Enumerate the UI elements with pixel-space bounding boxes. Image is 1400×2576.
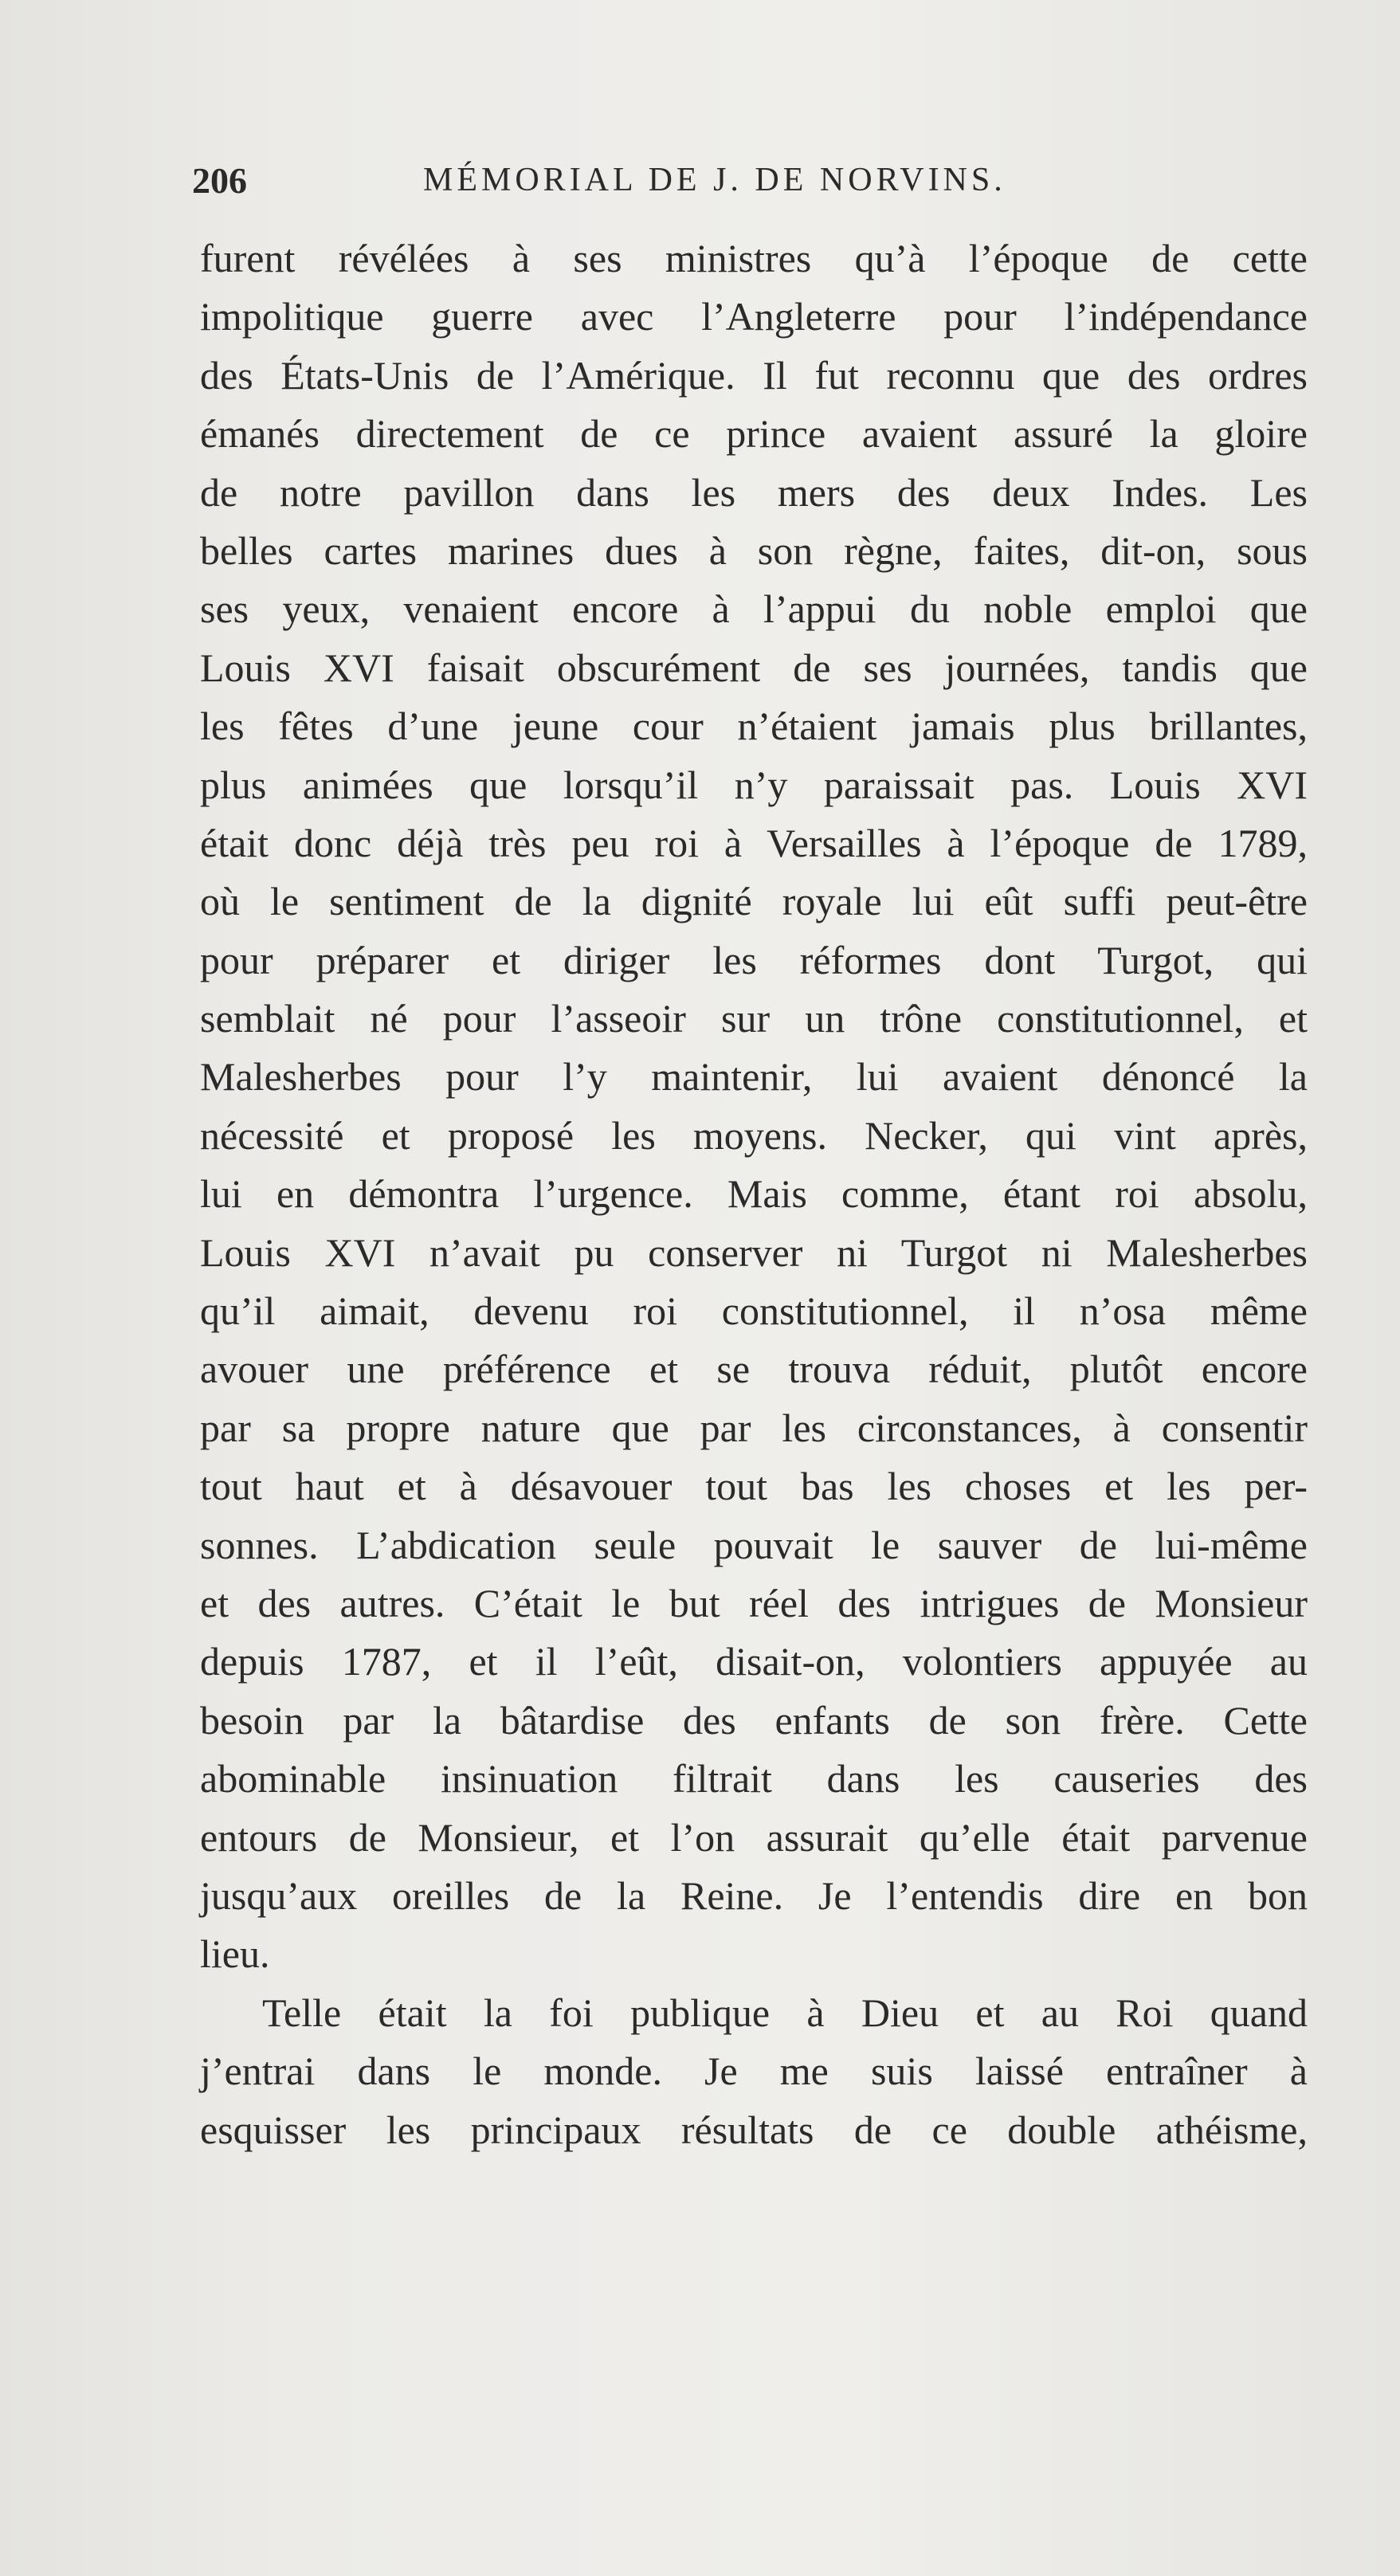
text-line: tout haut et à désavouer tout bas les choses et les per-: [200, 1464, 1308, 1509]
text-line: émanés directement de ce prince avaient assuré la gloire: [200, 411, 1308, 457]
page-number: 206: [192, 160, 247, 201]
text-line: Louis XVI n’avait pu conserver ni Turgot ni Malesherbes: [200, 1229, 1308, 1275]
text-line: belles cartes marines dues à son règne, faites, dit-on, sous: [200, 527, 1308, 573]
text-line: lieu.: [200, 1931, 270, 1977]
text-line: sonnes. L’abdication seule pouvait le sauver de lui-même: [200, 1522, 1308, 1567]
text-line: avouer une préférence et se trouva réduit, plutôt encore: [200, 1347, 1308, 1392]
text-line: abominable insinuation filtrait dans les causeries des: [200, 1756, 1308, 1802]
text-line: depuis 1787, et il l’eût, disait-on, volontiers appuyée au: [200, 1639, 1308, 1684]
text-line: pour préparer et diriger les réformes dont Turgot, qui: [200, 937, 1308, 982]
text-line: jusqu’aux oreilles de la Reine. Je l’entendis dire en bon: [200, 1872, 1308, 1918]
text-line: j’entrai dans le monde. Je me suis laissé entraîner à: [200, 2049, 1308, 2094]
text-line: impolitique guerre avec l’Angleterre pour l’indépendance: [200, 294, 1308, 339]
text-line: qu’il aimait, devenu roi constitutionnel, il n’osa même: [200, 1288, 1308, 1334]
text-line: était donc déjà très peu roi à Versailles à l’époque de 1789,: [200, 820, 1308, 865]
text-line: semblait né pour l’asseoir sur un trône constitutionnel, et: [200, 996, 1308, 1041]
text-line: plus animées que lorsqu’il n’y paraissait pas. Louis XVI: [200, 762, 1308, 807]
text-line: les fêtes d’une jeune cour n’étaient jamais plus brillantes,: [200, 704, 1308, 749]
text-line: ses yeux, venaient encore à l’appui du noble emploi que: [200, 586, 1308, 632]
text-line: Louis XVI faisait obscurément de ses journées, tandis que: [200, 645, 1308, 690]
running-title: MÉMORIAL DE J. DE NORVINS.: [423, 162, 1006, 198]
body-text: [200, 229, 1308, 2159]
text-line: de notre pavillon dans les mers des deux Indes. Les: [200, 469, 1308, 515]
text-line: et des autres. C’était le but réel des intrigues de Monsieur: [200, 1580, 1308, 1625]
text-line: où le sentiment de la dignité royale lui eût suffi peut-être: [200, 879, 1308, 924]
text-line: besoin par la bâtardise des enfants de son frère. Cette: [200, 1697, 1308, 1743]
text-line: esquisser les principaux résultats de ce double athéisme,: [200, 2107, 1308, 2152]
text-line: Malesherbes pour l’y maintenir, lui avaient dénoncé la: [200, 1054, 1308, 1100]
text-line: entours de Monsieur, et l’on assurait qu’elle était parvenue: [200, 1814, 1308, 1860]
paragraph-start-line: Telle était la foi publique à Dieu et au Roi quand: [262, 1990, 1308, 2035]
text-line: lui en démontra l’urgence. Mais comme, étant roi absolu,: [200, 1171, 1308, 1217]
text-line: furent révélées à ses ministres qu’à l’époque de cette: [200, 236, 1308, 280]
text-line: nécessité et proposé les moyens. Necker, qui vint après,: [200, 1112, 1308, 1158]
text-line: par sa propre nature que par les circonstances, à consentir: [200, 1405, 1308, 1450]
text-line: des États-Unis de l’Amérique. Il fut reconnu que des ordres: [200, 352, 1308, 398]
running-head: [192, 159, 1069, 215]
